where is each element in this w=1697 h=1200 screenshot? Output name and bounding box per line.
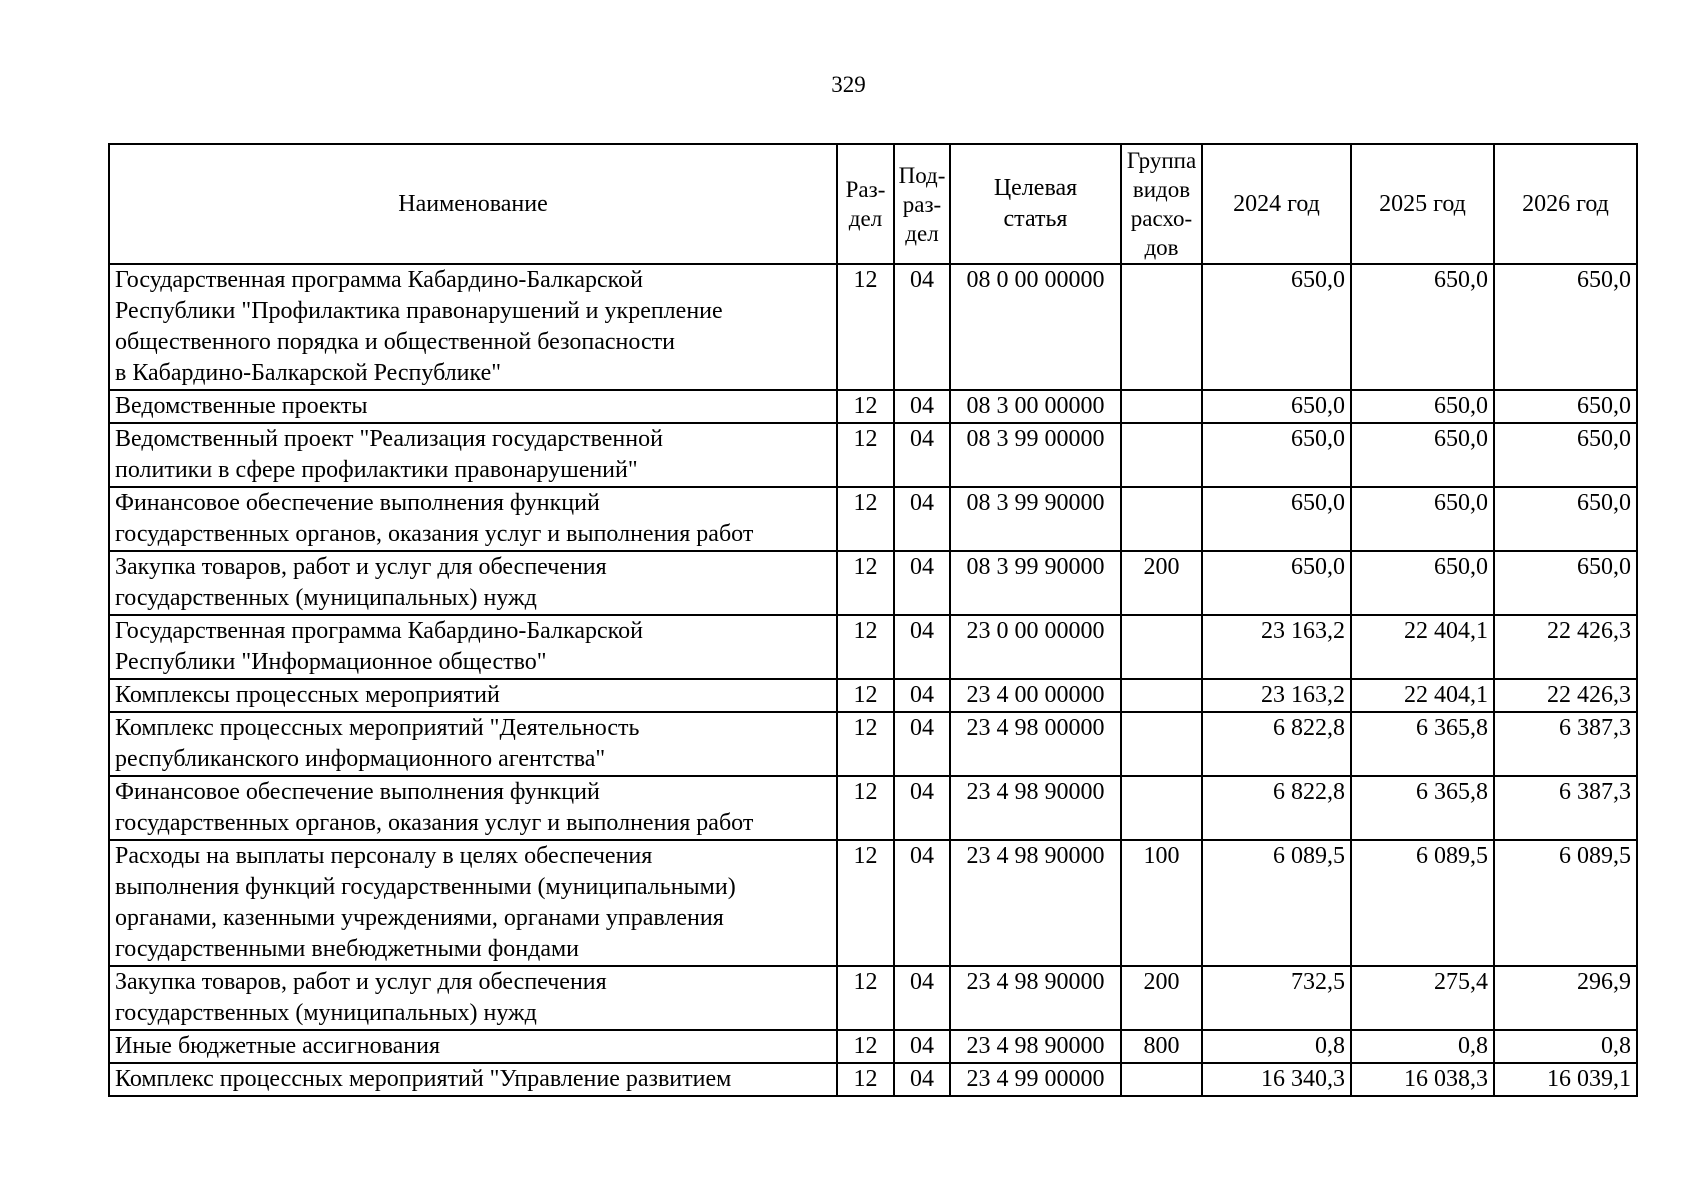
- cell-name: Закупка товаров, работ и услуг для обеспечения государственных (муниципальных) нужд: [109, 966, 837, 1030]
- cell-target: 23 4 98 90000: [950, 776, 1121, 840]
- cell-target: 23 4 98 90000: [950, 966, 1121, 1030]
- table-row: [109, 1030, 1637, 1063]
- cell-2026: 22 426,3: [1494, 615, 1637, 679]
- cell-2025: 22 404,1: [1351, 679, 1494, 712]
- cell-2025: 650,0: [1351, 390, 1494, 423]
- cell-2025: 650,0: [1351, 487, 1494, 551]
- cell-2024: 23 163,2: [1202, 615, 1351, 679]
- cell-group: 100: [1121, 840, 1202, 966]
- budget-table: [108, 143, 1638, 1097]
- cell-2024: 6 822,8: [1202, 712, 1351, 776]
- cell-2025: 6 365,8: [1351, 776, 1494, 840]
- cell-razdel: 12: [837, 390, 894, 423]
- cell-2025: 6 365,8: [1351, 712, 1494, 776]
- cell-name: Расходы на выплаты персоналу в целях обеспечения выполнения функций государственными (муниципальными) органами, казенными учреждениями, органами управления государственными внебюджетными фондами: [109, 840, 837, 966]
- cell-2025: 275,4: [1351, 966, 1494, 1030]
- cell-podrazdel: 04: [894, 679, 950, 712]
- cell-razdel: 12: [837, 776, 894, 840]
- cell-2026: 650,0: [1494, 264, 1637, 390]
- cell-2024: 650,0: [1202, 264, 1351, 390]
- cell-2024: 732,5: [1202, 966, 1351, 1030]
- cell-target: 23 4 98 00000: [950, 712, 1121, 776]
- cell-name: Комплекс процессных мероприятий "Управление развитием: [109, 1063, 837, 1096]
- cell-group: [1121, 1063, 1202, 1096]
- table-body: [109, 264, 1637, 1096]
- cell-name: Закупка товаров, работ и услуг для обеспечения государственных (муниципальных) нужд: [109, 551, 837, 615]
- table-row: [109, 840, 1637, 966]
- header-podrazdel: Под- раз- дел: [894, 144, 950, 264]
- cell-2026: 650,0: [1494, 423, 1637, 487]
- cell-name: Государственная программа Кабардино-Балкарской Республики "Профилактика правонарушений и укрепление общественного порядка и общественной безопасности в Кабардино-Балкарской Республике": [109, 264, 837, 390]
- cell-razdel: 12: [837, 264, 894, 390]
- cell-podrazdel: 04: [894, 840, 950, 966]
- cell-podrazdel: 04: [894, 1030, 950, 1063]
- cell-group: [1121, 264, 1202, 390]
- cell-2026: 0,8: [1494, 1030, 1637, 1063]
- cell-2024: 6 089,5: [1202, 840, 1351, 966]
- table-row: [109, 966, 1637, 1030]
- cell-2024: 650,0: [1202, 487, 1351, 551]
- cell-group: 200: [1121, 551, 1202, 615]
- cell-2026: 22 426,3: [1494, 679, 1637, 712]
- cell-2026: 650,0: [1494, 390, 1637, 423]
- table-row: [109, 390, 1637, 423]
- cell-2025: 650,0: [1351, 551, 1494, 615]
- cell-name: Комплекс процессных мероприятий "Деятельность республиканского информационного агентства": [109, 712, 837, 776]
- header-2025: 2025 год: [1351, 144, 1494, 264]
- table-row: [109, 487, 1637, 551]
- header-group: Группа видов расхо- дов: [1121, 144, 1202, 264]
- cell-target: 08 3 99 00000: [950, 423, 1121, 487]
- cell-2024: 650,0: [1202, 423, 1351, 487]
- cell-group: [1121, 487, 1202, 551]
- header-2024: 2024 год: [1202, 144, 1351, 264]
- cell-2026: 650,0: [1494, 487, 1637, 551]
- cell-2026: 6 089,5: [1494, 840, 1637, 966]
- cell-group: [1121, 390, 1202, 423]
- cell-name: Ведомственные проекты: [109, 390, 837, 423]
- header-2026: 2026 год: [1494, 144, 1637, 264]
- cell-2024: 6 822,8: [1202, 776, 1351, 840]
- cell-group: 800: [1121, 1030, 1202, 1063]
- cell-razdel: 12: [837, 679, 894, 712]
- cell-2024: 16 340,3: [1202, 1063, 1351, 1096]
- cell-target: 08 3 99 90000: [950, 551, 1121, 615]
- cell-target: 23 4 98 90000: [950, 840, 1121, 966]
- cell-name: Финансовое обеспечение выполнения функций государственных органов, оказания услуг и выполнения работ: [109, 776, 837, 840]
- cell-2026: 6 387,3: [1494, 712, 1637, 776]
- cell-target: 23 4 99 00000: [950, 1063, 1121, 1096]
- cell-podrazdel: 04: [894, 487, 950, 551]
- cell-2024: 0,8: [1202, 1030, 1351, 1063]
- cell-name: Комплексы процессных мероприятий: [109, 679, 837, 712]
- cell-name: Государственная программа Кабардино-Балкарской Республики "Информационное общество": [109, 615, 837, 679]
- cell-podrazdel: 04: [894, 966, 950, 1030]
- cell-2024: 23 163,2: [1202, 679, 1351, 712]
- cell-target: 08 3 99 90000: [950, 487, 1121, 551]
- cell-target: 23 4 98 90000: [950, 1030, 1121, 1063]
- cell-podrazdel: 04: [894, 423, 950, 487]
- cell-razdel: 12: [837, 966, 894, 1030]
- header-razdel: Раз- дел: [837, 144, 894, 264]
- cell-target: 08 3 00 00000: [950, 390, 1121, 423]
- cell-target: 23 4 00 00000: [950, 679, 1121, 712]
- table-row: [109, 264, 1637, 390]
- cell-razdel: 12: [837, 551, 894, 615]
- cell-2026: 6 387,3: [1494, 776, 1637, 840]
- cell-group: [1121, 423, 1202, 487]
- page-number: 329: [831, 72, 866, 97]
- cell-group: [1121, 776, 1202, 840]
- cell-2024: 650,0: [1202, 551, 1351, 615]
- cell-name: Финансовое обеспечение выполнения функций государственных органов, оказания услуг и выполнения работ: [109, 487, 837, 551]
- cell-2025: 6 089,5: [1351, 840, 1494, 966]
- cell-razdel: 12: [837, 615, 894, 679]
- table-header: [109, 144, 1637, 264]
- cell-target: 23 0 00 00000: [950, 615, 1121, 679]
- header-name: Наименование: [109, 144, 837, 264]
- cell-group: [1121, 712, 1202, 776]
- table-row: [109, 551, 1637, 615]
- table-row: [109, 1063, 1637, 1096]
- cell-2025: 22 404,1: [1351, 615, 1494, 679]
- cell-2026: 296,9: [1494, 966, 1637, 1030]
- cell-2026: 16 039,1: [1494, 1063, 1637, 1096]
- header-target: Целевая статья: [950, 144, 1121, 264]
- cell-podrazdel: 04: [894, 390, 950, 423]
- cell-2026: 650,0: [1494, 551, 1637, 615]
- cell-podrazdel: 04: [894, 615, 950, 679]
- cell-podrazdel: 04: [894, 551, 950, 615]
- cell-group: [1121, 615, 1202, 679]
- table-row: [109, 615, 1637, 679]
- cell-name: Ведомственный проект "Реализация государственной политики в сфере профилактики правонарушений": [109, 423, 837, 487]
- cell-razdel: 12: [837, 423, 894, 487]
- cell-podrazdel: 04: [894, 264, 950, 390]
- table-row: [109, 423, 1637, 487]
- cell-2024: 650,0: [1202, 390, 1351, 423]
- cell-2025: 650,0: [1351, 264, 1494, 390]
- cell-2025: 16 038,3: [1351, 1063, 1494, 1096]
- cell-razdel: 12: [837, 1063, 894, 1096]
- cell-target: 08 0 00 00000: [950, 264, 1121, 390]
- cell-podrazdel: 04: [894, 712, 950, 776]
- table-row: [109, 776, 1637, 840]
- cell-2025: 0,8: [1351, 1030, 1494, 1063]
- cell-podrazdel: 04: [894, 1063, 950, 1096]
- cell-group: 200: [1121, 966, 1202, 1030]
- cell-group: [1121, 679, 1202, 712]
- table-row: [109, 712, 1637, 776]
- cell-razdel: 12: [837, 712, 894, 776]
- cell-razdel: 12: [837, 487, 894, 551]
- cell-2025: 650,0: [1351, 423, 1494, 487]
- cell-razdel: 12: [837, 1030, 894, 1063]
- cell-razdel: 12: [837, 840, 894, 966]
- cell-name: Иные бюджетные ассигнования: [109, 1030, 837, 1063]
- cell-podrazdel: 04: [894, 776, 950, 840]
- table-row: [109, 679, 1637, 712]
